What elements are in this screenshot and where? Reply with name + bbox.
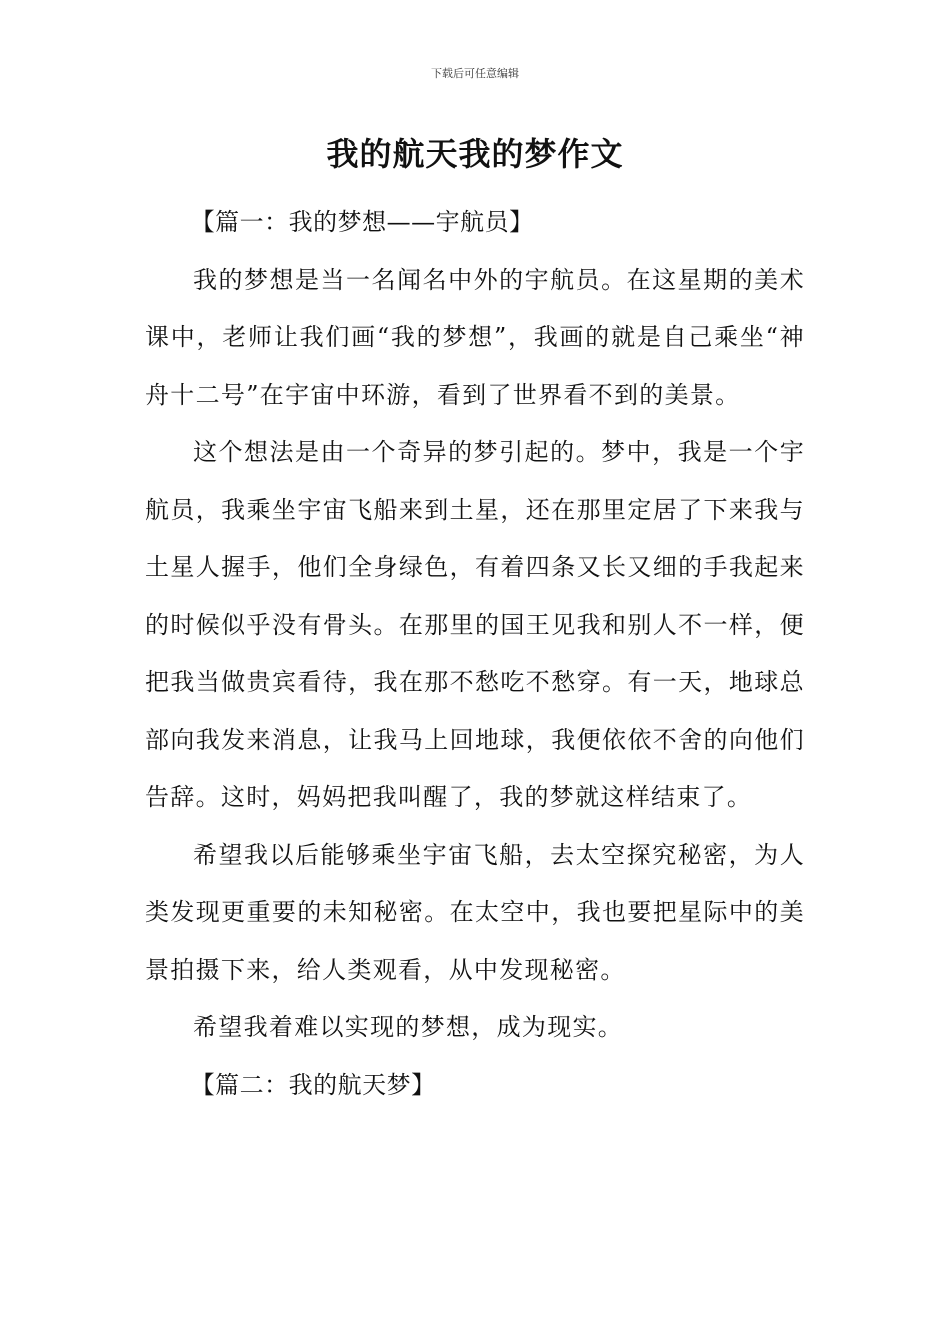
paragraph-4: 希望我着难以实现的梦想，成为现实。 xyxy=(193,1013,624,1041)
document-title: 我的航天我的梦作文 xyxy=(326,135,624,173)
section-heading-2: 【篇二：我的航天梦】 xyxy=(190,1070,436,1099)
document-body xyxy=(145,194,805,1114)
header-note: 下载后可任意编辑 xyxy=(431,67,519,80)
paragraph-1: 我的梦想是当一名闻名中外的宇航员。在这星期的美术课中，老师让我们画“我的梦想”，我画的就是自己乘坐“神舟十二号”在宇宙中环游，看到了世界看不到的美景。 xyxy=(145,265,805,409)
section-heading-1: 【篇一：我的梦想——宇航员】 xyxy=(190,208,534,236)
paragraph-2: 这个想法是由一个奇异的梦引起的。梦中，我是一个宇航员，我乘坐宇宙飞船来到土星，还在那里定居了下来我与土星人握手，他们全身绿色，有着四条又长又细的手我起来的时候似乎没有骨头。在那里的国王见我和别人不一样，便把我当做贵宾看待，我在那不愁吃不愁穿。有一天，地球总部向我发来消息，让我马上回地球，我便依依不舍的向他们告辞。这时，妈妈把我叫醒了，我的梦就这样结束了。 xyxy=(145,438,805,811)
paragraph-3: 希望我以后能够乘坐宇宙飞船，去太空探究秘密，为人类发现更重要的未知秘密。在太空中，我也要把星际中的美景拍摄下来，给人类观看，从中发现秘密。 xyxy=(145,840,805,984)
